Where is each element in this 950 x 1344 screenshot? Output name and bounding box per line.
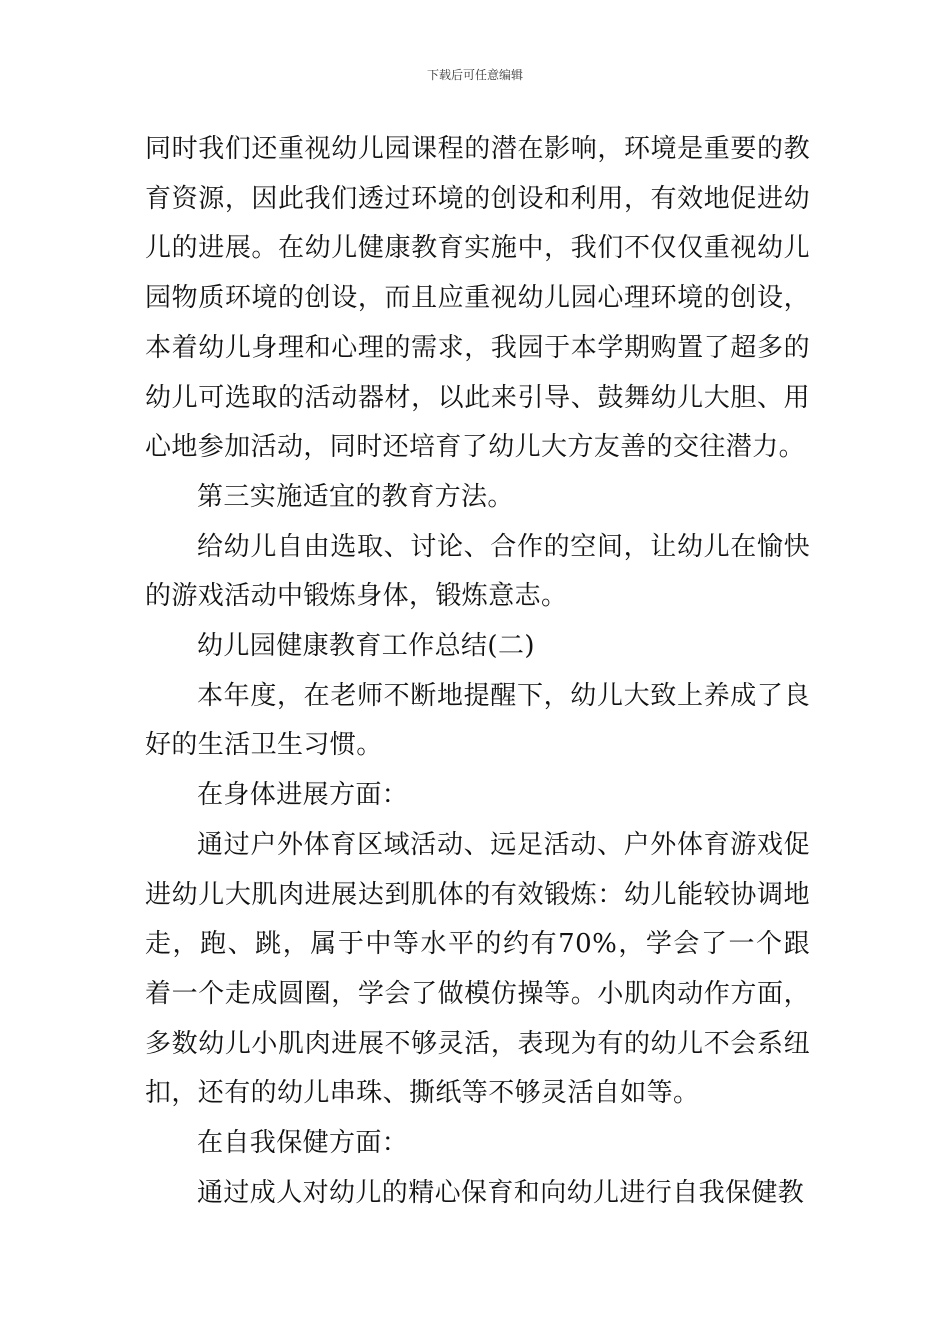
subheading-physical: 在身体进展方面：: [197, 780, 409, 811]
paragraph-habits: 本年度，在老师不断地提醒下，幼儿大致上养成了良好的生活卫生习惯。: [145, 680, 810, 761]
paragraph-environment: 同时我们还重视幼儿园课程的潜在影响，环境是重要的教育资源，因此我们透过环境的创设和利用，有效地促进幼儿的进展。在幼儿健康教育实施中，我们不仅仅重视幼儿园物质环境的创设，而且应重视幼儿园心理环境的创设，本着幼儿身理和心理的需求，我园于本学期购置了超多的幼儿可选取的活动器材，以此来引导、鼓舞幼儿大胆、用心地参加活动，同时还培育了幼儿大方友善的交往潜力。: [145, 134, 810, 463]
section-heading: 幼儿园健康教育工作总结(二): [197, 631, 535, 662]
paragraph-physical: 通过户外体育区域活动、远足活动、户外体育游戏促进幼儿大肌肉进展达到肌体的有效锻炼：幼儿能较协调地走，跑、跳，属于中等水平的约有70%，学会了一个跟着一个走成圆圈，学会了做模仿操等。小肌肉动作方面，多数幼儿小肌肉进展不够灵活，表现为有的幼儿不会系纽扣，还有的幼儿串珠、撕纸等不够灵活自如等。: [145, 829, 810, 1109]
paragraph-third-method: 第三实施适宜的教育方法。: [197, 481, 514, 512]
document-body: [145, 125, 810, 1218]
subheading-self-care: 在自我保健方面：: [197, 1128, 409, 1159]
header-note: 下载后可任意编辑: [426, 68, 523, 82]
paragraph-self-care: 通过成人对幼儿的精心保育和向幼儿进行自我保健教: [197, 1177, 805, 1208]
paragraph-free-space: 给幼儿自由选取、讨论、合作的空间，让幼儿在愉快的游戏活动中锻炼身体，锻炼意志。: [145, 531, 810, 612]
